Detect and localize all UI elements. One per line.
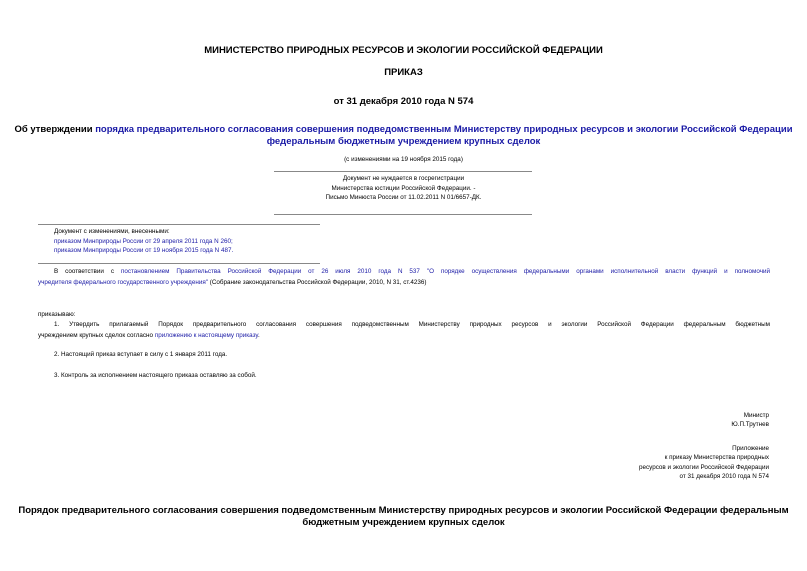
divider-top: [274, 171, 532, 172]
changes-divider-top: [38, 224, 320, 225]
amended-note: (с изменениями на 19 ноября 2015 года): [344, 156, 463, 163]
appendix-title: [0, 505, 807, 529]
appendix-line2: ресурсов и экологии Российской Федерации: [638, 463, 769, 471]
order-item-2: 2. Настоящий приказ вступает в силу с 1 января 2011 года.: [54, 351, 228, 358]
order-item-3: 3. Контроль за исполнением настоящего приказа оставляю за собой.: [54, 372, 257, 379]
appendix-link[interactable]: приложению к настоящему приказу: [154, 332, 258, 339]
appendix-label: Приложение: [732, 445, 769, 452]
changes-item-1[interactable]: приказом Минприроды России от 29 апреля 2011 года N 260;: [54, 237, 233, 245]
order-item-1-end: .: [257, 332, 260, 339]
changes-heading: Документ с изменениями, внесенными:: [54, 228, 170, 235]
appendix-title-line2: бюджетным учреждением крупных сделок: [302, 517, 505, 528]
preamble-text2: (Собрание законодательства Российской Федерации, 2010, N 31, ст.4236): [208, 279, 427, 286]
order-item-1-text: учреждением крупных сделок согласно: [38, 332, 155, 339]
changes-divider-bottom: [38, 263, 320, 264]
registration-line1: Документ не нуждается в госрегистрации: [342, 175, 465, 182]
appendix-line3: от 31 декабря 2010 года N 574: [679, 473, 769, 481]
title-prefix: Об утверждении: [14, 124, 96, 135]
doc-type-heading: ПРИКАЗ: [384, 67, 423, 78]
registration-block: [0, 174, 807, 203]
signature-name: Ю.П.Трутнев: [731, 421, 769, 429]
ministry-heading: МИНИСТЕРСТВО ПРИРОДНЫХ РЕСУРСОВ И ЭКОЛОГИИ РОССИЙСКОЙ ФЕДЕРАЦИИ: [204, 45, 603, 56]
divider-bottom: [274, 214, 532, 215]
preamble-text1: В соответствии с: [54, 268, 121, 275]
appendix-title-line1: Порядок предварительного согласования совершения подведомственным Министерству природных ресурсов и экологии Российской Федерации федеральным: [18, 505, 789, 516]
prikazyvayu: приказываю:: [38, 311, 76, 318]
appendix-line1: к приказу Министерства природных: [664, 454, 769, 462]
order-item-1: [38, 319, 770, 341]
title-link-line1[interactable]: порядка предварительного согласования совершения подведомственным Министерству природных ресурсов и экологии Российской Федерации: [95, 124, 793, 135]
preamble-line1: [38, 266, 770, 277]
changes-block: [54, 227, 233, 256]
title-link-line2[interactable]: федеральным бюджетным учреждением крупных сделок: [266, 136, 541, 147]
signature-block: [731, 411, 769, 430]
order-item-1-line1: 1. Утвердить прилагаемый Порядок предварительного согласования совершения подведомственным Министерству природных ресурсов и экологии Российской Федерации федеральным бюджетным: [54, 321, 770, 328]
preamble-link2[interactable]: учредителя федерального государственного учреждения": [38, 279, 208, 286]
preamble-link1[interactable]: постановлением Правительства Российской Федерации от 26 июля 2010 года N 537 "О порядке осуществления федеральными органами исполнительной власти функций и полномочий: [120, 268, 771, 275]
changes-item-2[interactable]: приказом Минприроды России от 19 ноября 2015 года N 487.: [54, 247, 234, 255]
appendix-block: [639, 444, 769, 482]
registration-line3: Письмо Минюста России от 11.02.2011 N 01/6657-ДК.: [325, 194, 482, 202]
order-item-1-line2: [38, 330, 770, 341]
signature-position: Министр: [743, 412, 769, 419]
preamble-line2: [38, 277, 770, 288]
date-number-heading: от 31 декабря 2010 года N 574: [333, 96, 474, 107]
document-title: [0, 124, 807, 148]
registration-line2: Министерства юстиции Российской Федерации. -: [331, 184, 476, 192]
preamble: [38, 266, 770, 288]
